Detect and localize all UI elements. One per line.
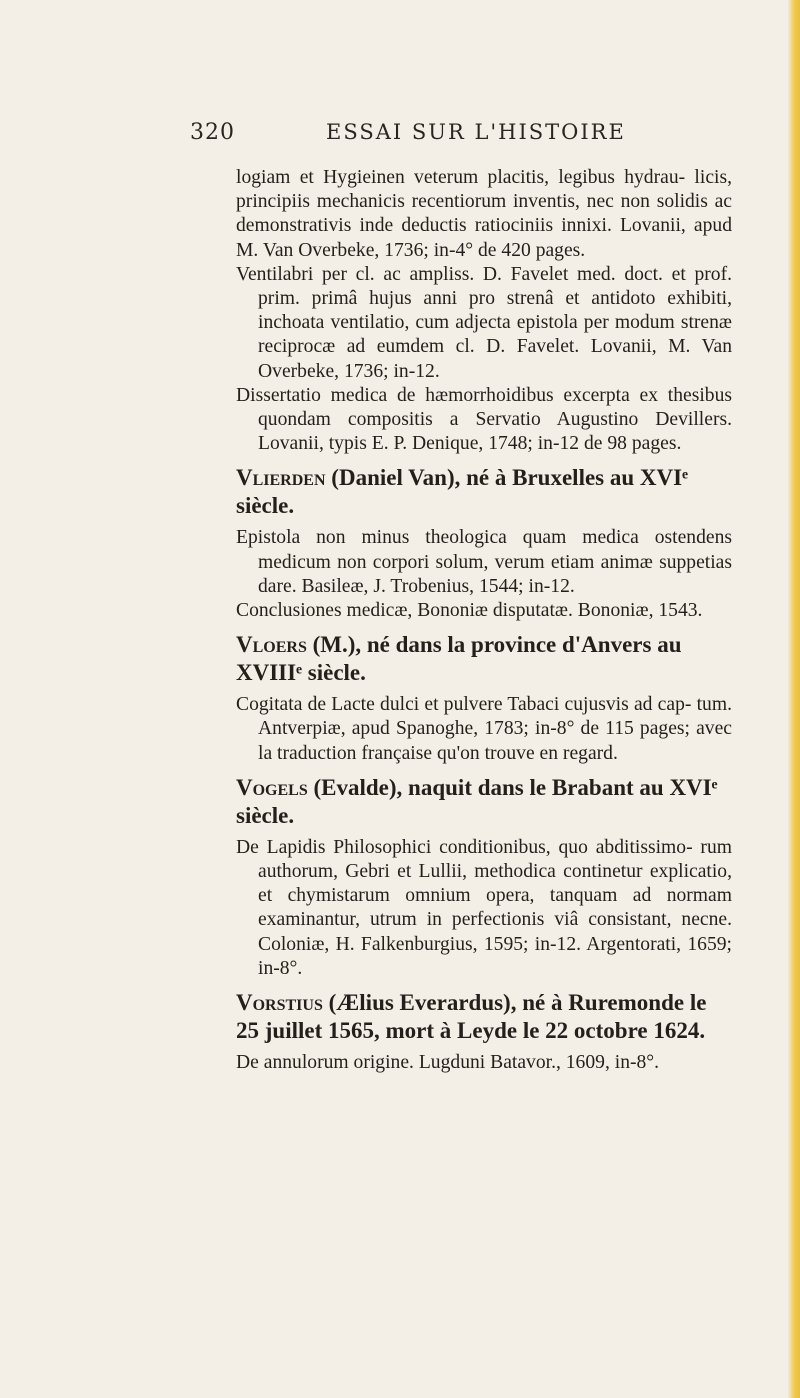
author-entry-vlierden <box>236 464 732 520</box>
page-body <box>236 166 732 1075</box>
work-entry: Dissertatio medica de hæmorrhoidibus excerpta ex thesibus quondam compositis a Servatio Augustino Devillers. Lovanii, typis E. P. Denique, 1748; in-12 de 98 pages. <box>236 384 732 455</box>
author-heading <box>236 631 732 687</box>
author-name: Vloers <box>236 632 307 658</box>
author-heading: Vlierden (Daniel Van), né à Bruxelles au XVIᵉ siècle. <box>236 465 689 519</box>
work-entry: De Lapidis Philosophici conditionibus, quo abditissimo- rum authorum, Gebri et Lullii, methodica continetur explicatio, et chymistarum omnium opera, tanquam ad normam examinantur, utrum in perfectionis viâ consistant, necne. Coloniæ, H. Falkenburgius, 1595; in-12. Argentorati, 1659; in-8°. <box>236 836 732 979</box>
work-entry: De annulorum origine. Lugduni Batavor., 1609, in-8°. <box>236 1052 660 1074</box>
author-heading-rest: (M.), né dans la province d'Anvers au XVIIIᵉ siècle. <box>236 632 682 686</box>
work-entry: Epistola non minus theologica quam medica ostendens medicum non corpori solum, verum etiam animæ suppetias dare. Basileæ, J. Trobenius, 1544; in-12. <box>236 527 732 597</box>
author-name: Vogels <box>236 774 308 800</box>
work-entry: Conclusiones medicæ, Bononiæ disputatæ. Bononiæ, 1543. <box>236 600 703 622</box>
page-edge <box>788 0 800 1398</box>
continuation-paragraph: logiam et Hygieinen veterum placitis, legibus hydrau- licis, principiis mechanicis recentiorum inventis, nec non solidis ac demonstrativis inde deductis ratiociniis innixi. Lovanii, apud M. Van Overbeke, 1736; in-4° de 420 pages. <box>236 167 732 261</box>
page-number: 320 <box>190 120 235 145</box>
author-heading-rest: ), né à Bruxelles au XVIᵉ siècle. <box>236 465 689 519</box>
work-entry: Ventilabri per cl. ac ampliss. D. Favelet med. doct. et prof. prim. primâ hujus anni pro strenâ et antidoto exhibiti, inchoata ventilatio, cum adjecta epistola per modum strenæ reciprocæ ad eumdem cl. D. Favelet. Lovanii, M. Van Overbeke, 1736; in-12. <box>236 263 732 382</box>
author-entry-vorstius <box>236 989 732 1045</box>
work-entry: Cogitata de Lacte dulci et pulvere Tabaci cujusvis ad cap- tum. Antverpiæ, apud Spanoghe, 1783; in-8° de 115 pages; avec la traduction française qu'on trouve en regard. <box>236 694 732 764</box>
author-entry-vogels <box>236 774 732 830</box>
author-heading-rest: (Ælius Everardus), né à Ruremonde le 25 juillet 1565, mort à Leyde le 22 octobre 1624. <box>236 990 707 1044</box>
author-heading-rest: (Evalde), naquit dans le Brabant au XVIᵉ siècle. <box>236 774 718 828</box>
author-forename: Daniel Van <box>338 465 447 491</box>
author-entry-vloers <box>236 631 732 687</box>
author-name: Vorstius <box>236 990 323 1016</box>
author-heading <box>236 774 732 830</box>
running-head <box>0 120 800 150</box>
author-heading <box>236 989 732 1045</box>
author-name: Vlierden <box>236 465 326 491</box>
running-title: ESSAI SUR L'HISTOIRE <box>326 120 626 144</box>
